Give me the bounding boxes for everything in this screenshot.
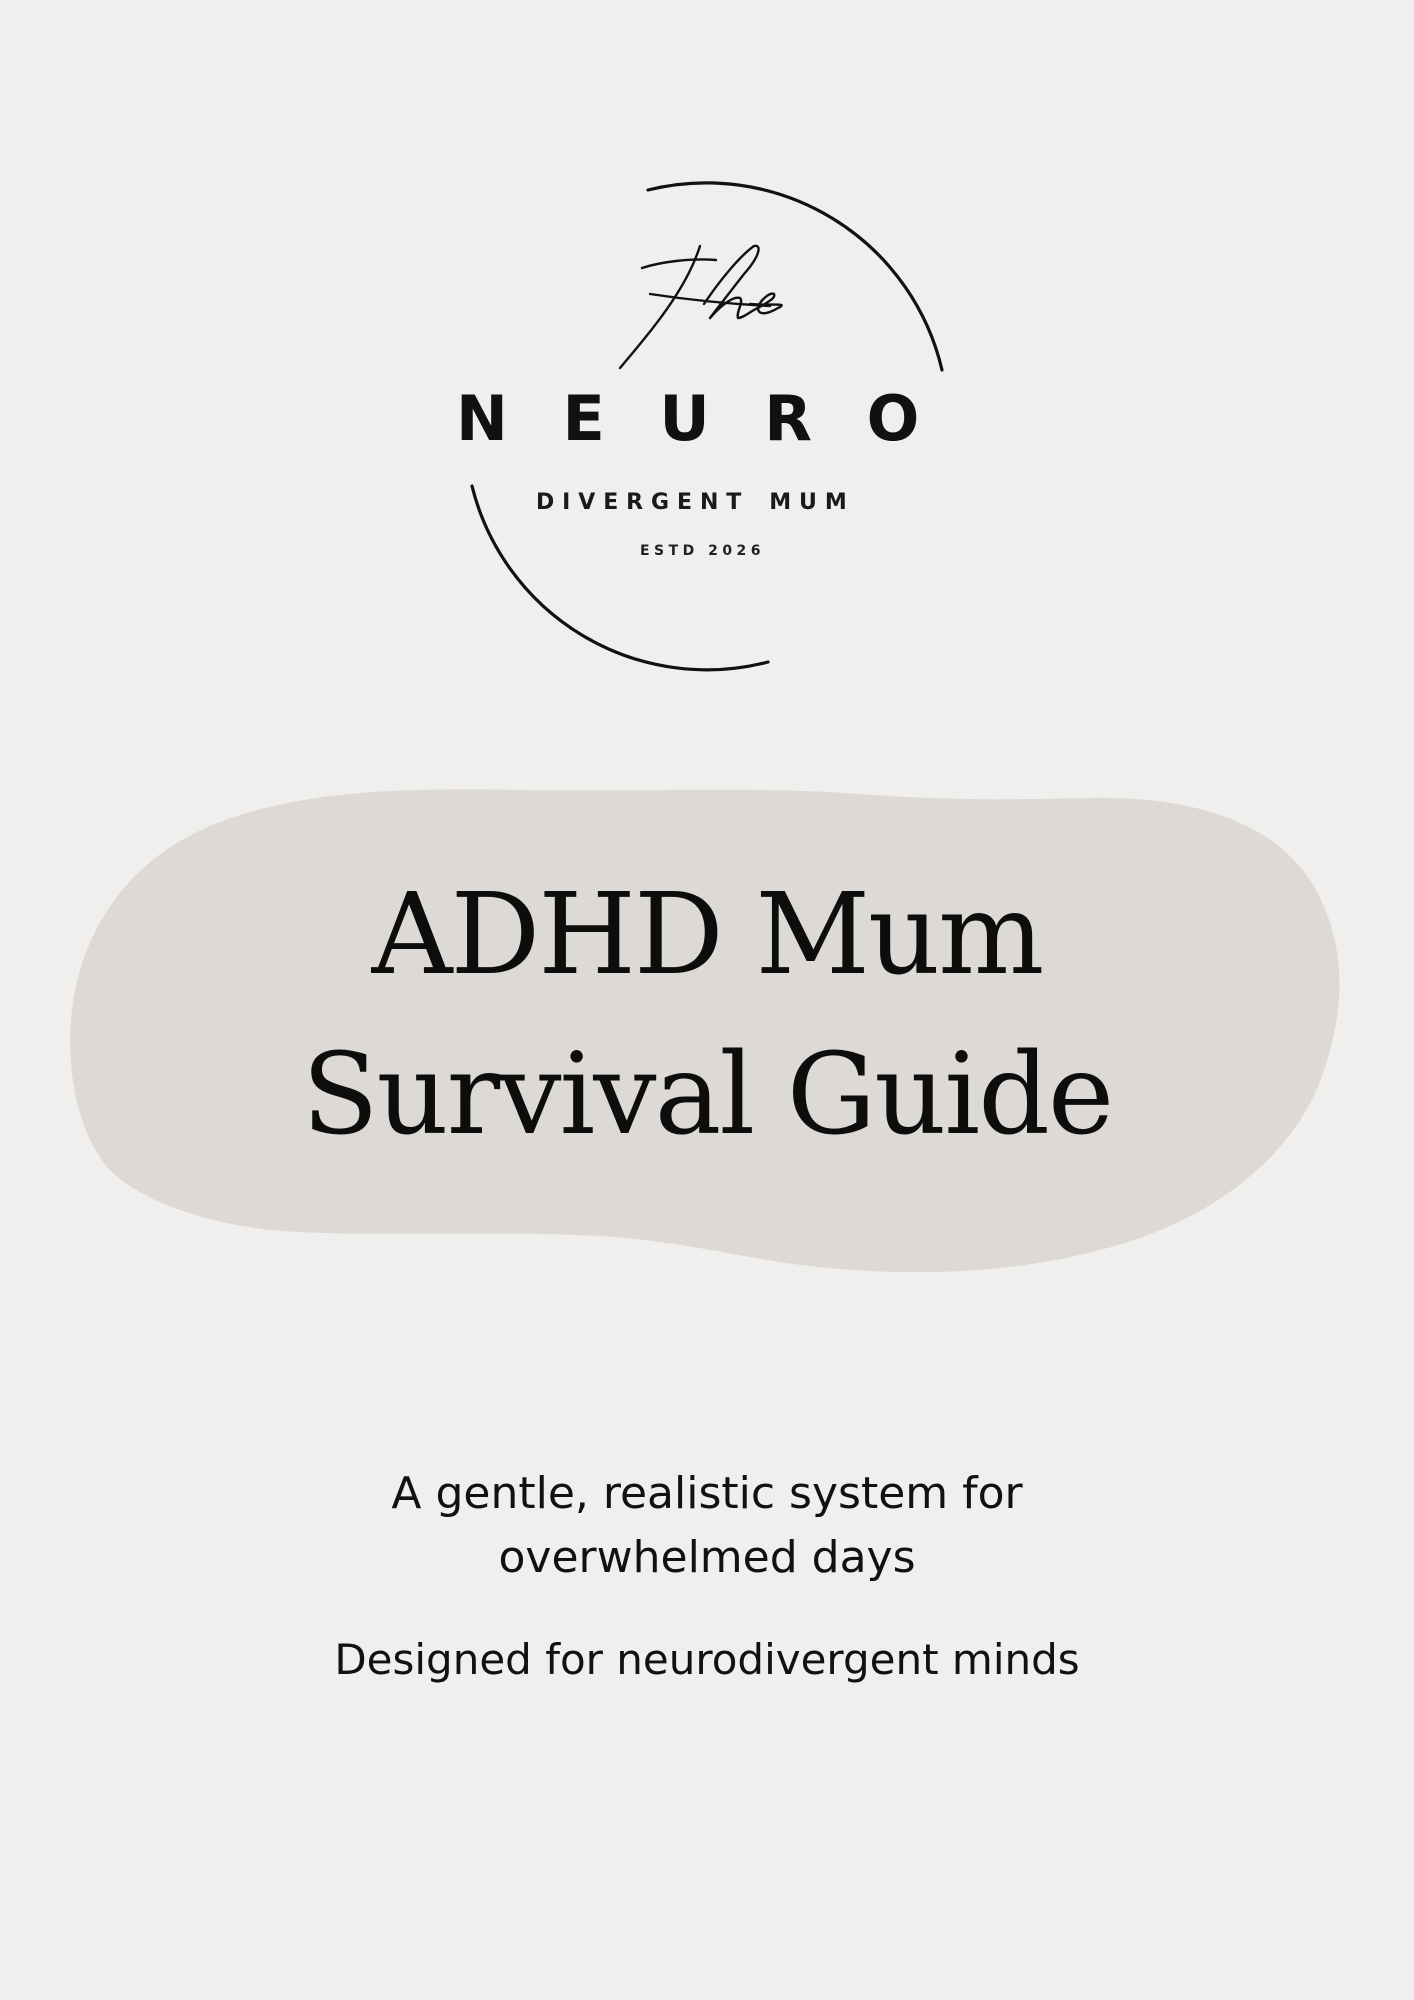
logo-script-the bbox=[620, 246, 782, 368]
title-line-1: ADHD Mum bbox=[371, 870, 1043, 1000]
logo-subtitle-right: MUM bbox=[769, 490, 855, 515]
tagline-line-1: A gentle, realistic system for bbox=[391, 1468, 1023, 1519]
designed-for-text: Designed for neurodivergent minds bbox=[334, 1635, 1080, 1684]
logo-subtitle-left: DIVERGENT bbox=[536, 490, 750, 515]
document-title bbox=[0, 855, 1414, 1175]
tagline bbox=[0, 1462, 1414, 1590]
title-line-2: Survival Guide bbox=[301, 1030, 1113, 1160]
tagline-line-2: overwhelmed days bbox=[498, 1532, 916, 1583]
logo-circle-graphic bbox=[0, 0, 1414, 720]
logo-subtitle bbox=[536, 490, 916, 515]
brand-logo bbox=[0, 0, 1414, 720]
logo-established: ESTD 2026 bbox=[640, 543, 765, 559]
logo-wordmark: NEURO bbox=[456, 382, 974, 455]
